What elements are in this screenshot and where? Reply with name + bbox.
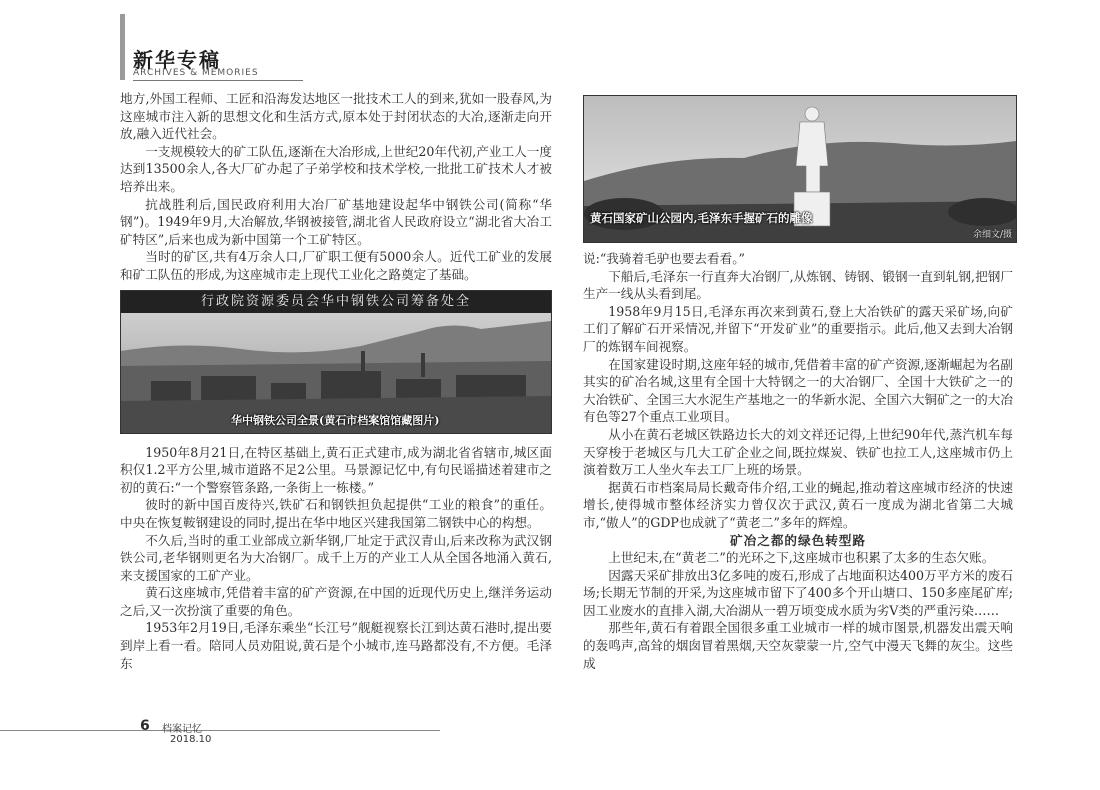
header-rule — [133, 80, 303, 81]
paragraph: 因露天采矿排放出3亿多吨的废石,形成了占地面积达400万平方米的废石场;长期无节制的开采,为这座城市留下了400多个开山塘口、150多座尾矿库;因工业废水的直排入湖,大冶湖从一碧万顷变成水质为劣V类的严重污染…… — [583, 567, 1013, 618]
right-column — [583, 250, 1013, 672]
paragraph: 1950年8月21日,在特区基础上,黄石正式建市,成为湖北省省辖市,城区面积仅1.2平方公里,城市道路不足2公里。马景源记忆中,有句民谣描述着建市之初的黄石:“一个警察管条路,一条街上一栋楼。” — [120, 444, 552, 495]
footer-rule — [0, 730, 440, 731]
paragraph: 黄石这座城市,凭借着丰富的矿产资源,在中国的近现代历史上,继洋务运动之后,又一次扮演了重要的角色。 — [120, 585, 552, 618]
paragraph: 地方,外国工程师、工匠和沿海发达地区一批技术工人的到来,犹如一股春风,为这座城市注入新的思想文化和生活方式,原本处于封闭状态的大冶,逐渐走向开放,融入近代社会。 — [120, 91, 552, 142]
paragraph: 上世纪末,在“黄老二”的光环之下,这座城市也积累了太多的生态欠账。 — [608, 550, 995, 566]
photo-banner: 行政院资源委员会华中钢铁公司筹备处全 — [121, 291, 551, 313]
photo-caption: 黄石国家矿山公园内,毛泽东手握矿石的雕像 — [590, 211, 813, 225]
photo-credit: 余细文/摄 — [972, 230, 1012, 240]
paragraph: 不久后,当时的重工业部成立新华钢,厂址定于武汉青山,后来改称为武汉钢铁公司,老华钢则更名为大冶钢厂。成千上万的产业工人从全国各地涌入黄石,来支援国家的工矿产业。 — [120, 532, 552, 583]
paragraph: 那些年,黄石有着跟全国很多重工业城市一样的城市图景,机器发出震天响的轰鸣声,高耸的烟囱冒着黑烟,天空灰蒙蒙一片,空气中漫天飞舞的灰尘。这些成 — [583, 620, 1013, 671]
magazine-name: 档案记忆 — [162, 724, 202, 735]
photo-caption: 华中钢铁公司全景(黄石市档案馆馆藏图片) — [231, 413, 440, 427]
header-accent-bar — [120, 14, 125, 80]
paragraph: 从小在黄石老城区铁路边长大的刘文祥还记得,上世纪90年代,蒸汽机车每天穿梭于老城区与几大工矿企业之间,既拉煤炭、铁矿也拉工人,这座城市仍上演着数万工人坐火车去工厂上班的场景。 — [583, 426, 1013, 478]
paragraph: 当时的矿区,共有4万余人口,厂矿职工便有5000余人。近代工矿业的发展和矿工队伍的形成,为这座城市走上现代工业化之路奠定了基础。 — [120, 249, 552, 282]
paragraph: 据黄石市档案局局长戴奇伟介绍,工业的蝇起,推动着这座城市经济的快速增长,使得城市整体经济实力曾仅次于武汉,黄石一度成为湖北省第二大城市,“傲人”的GDP也成就了“黄老二”多年的辉煌。 — [583, 479, 1013, 530]
section-subtitle: ARCHIVES & MEMORIES — [133, 68, 259, 78]
page-number: 6 — [140, 718, 150, 734]
section-subheading: 矿冶之都的绿色转型路 — [730, 532, 866, 548]
issue-date: 2018.10 — [170, 734, 212, 745]
factory-panorama-photo — [120, 290, 552, 434]
paragraph: 1958年9月15日,毛泽东再次来到黄石,登上大冶铁矿的露天采矿场,向矿工们了解矿石开采情况,并留下“开发矿业”的重要指示。此后,他又去到大冶钢厂的炼钢车间视察。 — [583, 303, 1013, 354]
paragraph: 1953年2月19日,毛泽东乘坐“长江号”舰艇视察长江到达黄石港时,提出要到岸上看一看。陪同人员劝阻说,黄石是个小城市,连马路都没有,不方便。毛泽东 — [120, 620, 552, 671]
left-column — [120, 90, 552, 672]
statue-photo — [583, 95, 1017, 243]
paragraph: 下船后,毛泽东一行直奔大冶钢厂,从炼钢、铸钢、锻钢一直到轧钢,把钢厂生产一线从头看到尾。 — [583, 268, 1013, 302]
paragraph: 说:“我骑着毛驴也要去看看。” — [583, 251, 745, 266]
paragraph: 抗战胜利后,国民政府利用大冶厂矿基地建设起华中钢铁公司(简称“华钢”)。1949年9月,大冶解放,华钢被接管,湖北省人民政府设立“湖北省大冶工矿特区”,后来也成为新中国第一个工矿特区。 — [120, 196, 552, 247]
paragraph: 在国家建设时期,这座年轻的城市,凭借着丰富的矿产资源,逐渐崛起为名副其实的矿冶名城,这里有全国十大特钢之一的大冶钢厂、全国十大铁矿之一的大冶铁矿、全国三大水泥生产基地之一的华新水泥、全国六大铜矿之一的大冶有色等27个重点工业项目。 — [583, 356, 1013, 425]
paragraph: 一支规模较大的矿工队伍,逐渐在大冶形成,上世纪20年代初,产业工人一度达到13500余人,各大厂矿办起了子弟学校和技术学校,一批批工矿技术人才被培养出来。 — [120, 143, 552, 194]
section-title: 新华专稿 — [133, 48, 221, 72]
paragraph: 彼时的新中国百废待兴,铁矿石和钢铁担负起提供“工业的粮食”的重任。中央在恢复鞍钢建设的同时,提出在华中地区兴建我国第二钢铁中心的构想。 — [120, 497, 552, 530]
